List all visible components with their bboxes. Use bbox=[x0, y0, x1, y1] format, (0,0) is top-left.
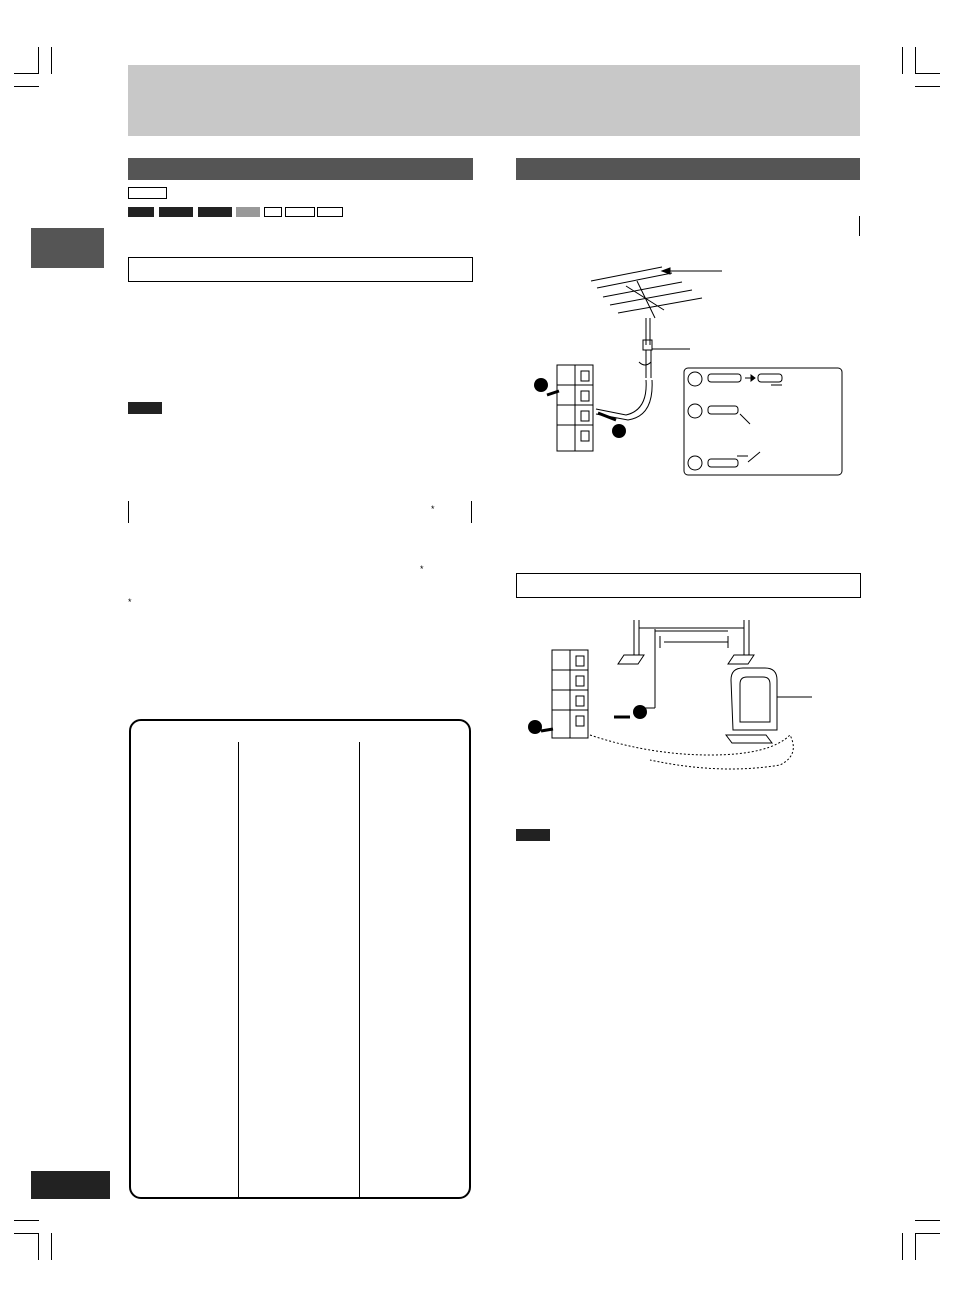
footnote-mark-2: * bbox=[420, 564, 424, 574]
footnote-mark-1: * bbox=[431, 504, 435, 514]
footnote-mark-3: * bbox=[128, 597, 132, 607]
right-note-label bbox=[516, 829, 550, 841]
